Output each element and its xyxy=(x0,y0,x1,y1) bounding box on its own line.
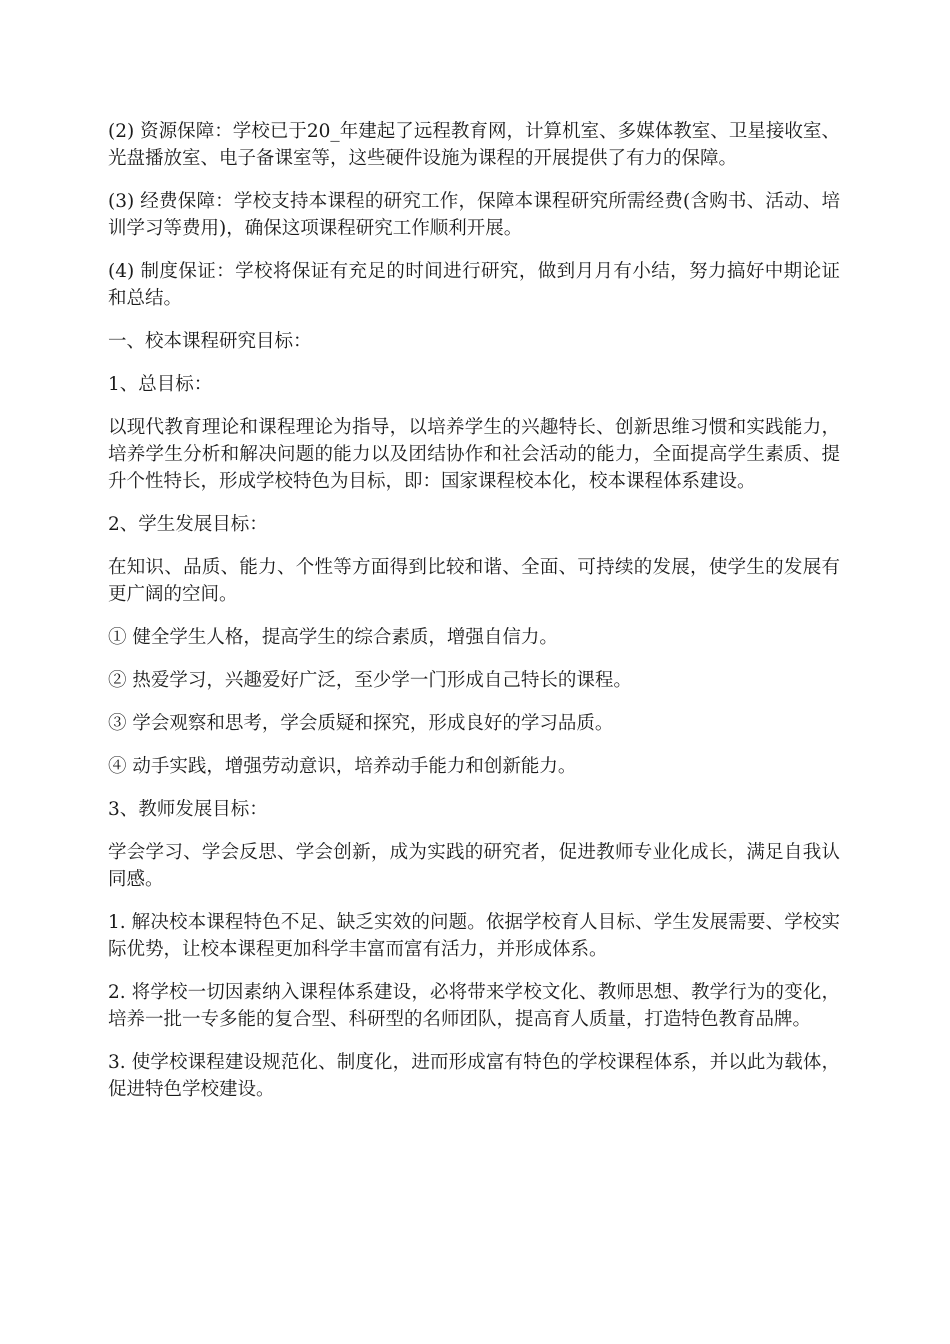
paragraph-overall-goal: 以现代教育理论和课程理论为指导，以培养学生的兴趣特长、创新思维习惯和实践能力，培养学生分析和解决问题的能力以及团结协作和社会活动的能力，全面提高学生素质、提升个性特长，形成学校特色为目标，即：国家课程校本化，校本课程体系建设。 xyxy=(108,417,840,492)
paragraph-system-guarantee: (4) 制度保证：学校将保证有充足的时间进行研究，做到月月有小结，努力搞好中期论证和总结。 xyxy=(108,261,840,309)
paragraph-funding-guarantee: (3) 经费保障：学校支持本课程的研究工作，保障本课程研究所需经费(含购书、活动、培训学习等费用)，确保这项课程研究工作顺利开展。 xyxy=(108,191,840,239)
heading-research-goals: 一、校本课程研究目标： xyxy=(108,331,312,352)
list-item-student-goal-2: ② 热爱学习，兴趣爱好广泛，至少学一门形成自己特长的课程。 xyxy=(108,670,632,691)
document-page xyxy=(108,118,840,1119)
heading-student-goals: 2、学生发展目标： xyxy=(108,514,268,535)
list-item-teacher-goal-2: 2. 将学校一切因素纳入课程体系建设，必将带来学校文化、教师思想、教学行为的变化，培养一批一专多能的复合型、科研型的名师团队，提高育人质量，打造特色教育品牌。 xyxy=(108,982,840,1030)
paragraph-teacher-goals: 学会学习、学会反思、学会创新，成为实践的研究者，促进教师专业化成长，满足自我认同感。 xyxy=(108,842,840,890)
list-item-teacher-goal-3: 3. 使学校课程建设规范化、制度化，进而形成富有特色的学校课程体系，并以此为载体，促进特色学校建设。 xyxy=(108,1052,840,1100)
heading-overall-goal: 1、总目标： xyxy=(108,374,213,395)
list-item-student-goal-3: ③ 学会观察和思考，学会质疑和探究，形成良好的学习品质。 xyxy=(108,713,614,734)
list-item-student-goal-1: ① 健全学生人格，提高学生的综合素质，增强自信力。 xyxy=(108,627,558,648)
paragraph-resource-guarantee: (2) 资源保障：学校已于20_年建起了远程教育网，计算机室、多媒体教室、卫星接收室、光盘播放室、电子备课室等，这些硬件设施为课程的开展提供了有力的保障。 xyxy=(108,121,840,169)
heading-teacher-goals: 3、教师发展目标： xyxy=(108,799,268,820)
paragraph-student-goals: 在知识、品质、能力、个性等方面得到比较和谐、全面、可持续的发展，使学生的发展有更广阔的空间。 xyxy=(108,557,840,605)
list-item-student-goal-4: ④ 动手实践，增强劳动意识，培养动手能力和创新能力。 xyxy=(108,756,577,777)
list-item-teacher-goal-1: 1. 解决校本课程特色不足、缺乏实效的问题。依据学校育人目标、学生发展需要、学校实际优势，让校本课程更加科学丰富而富有活力，并形成体系。 xyxy=(108,912,840,960)
